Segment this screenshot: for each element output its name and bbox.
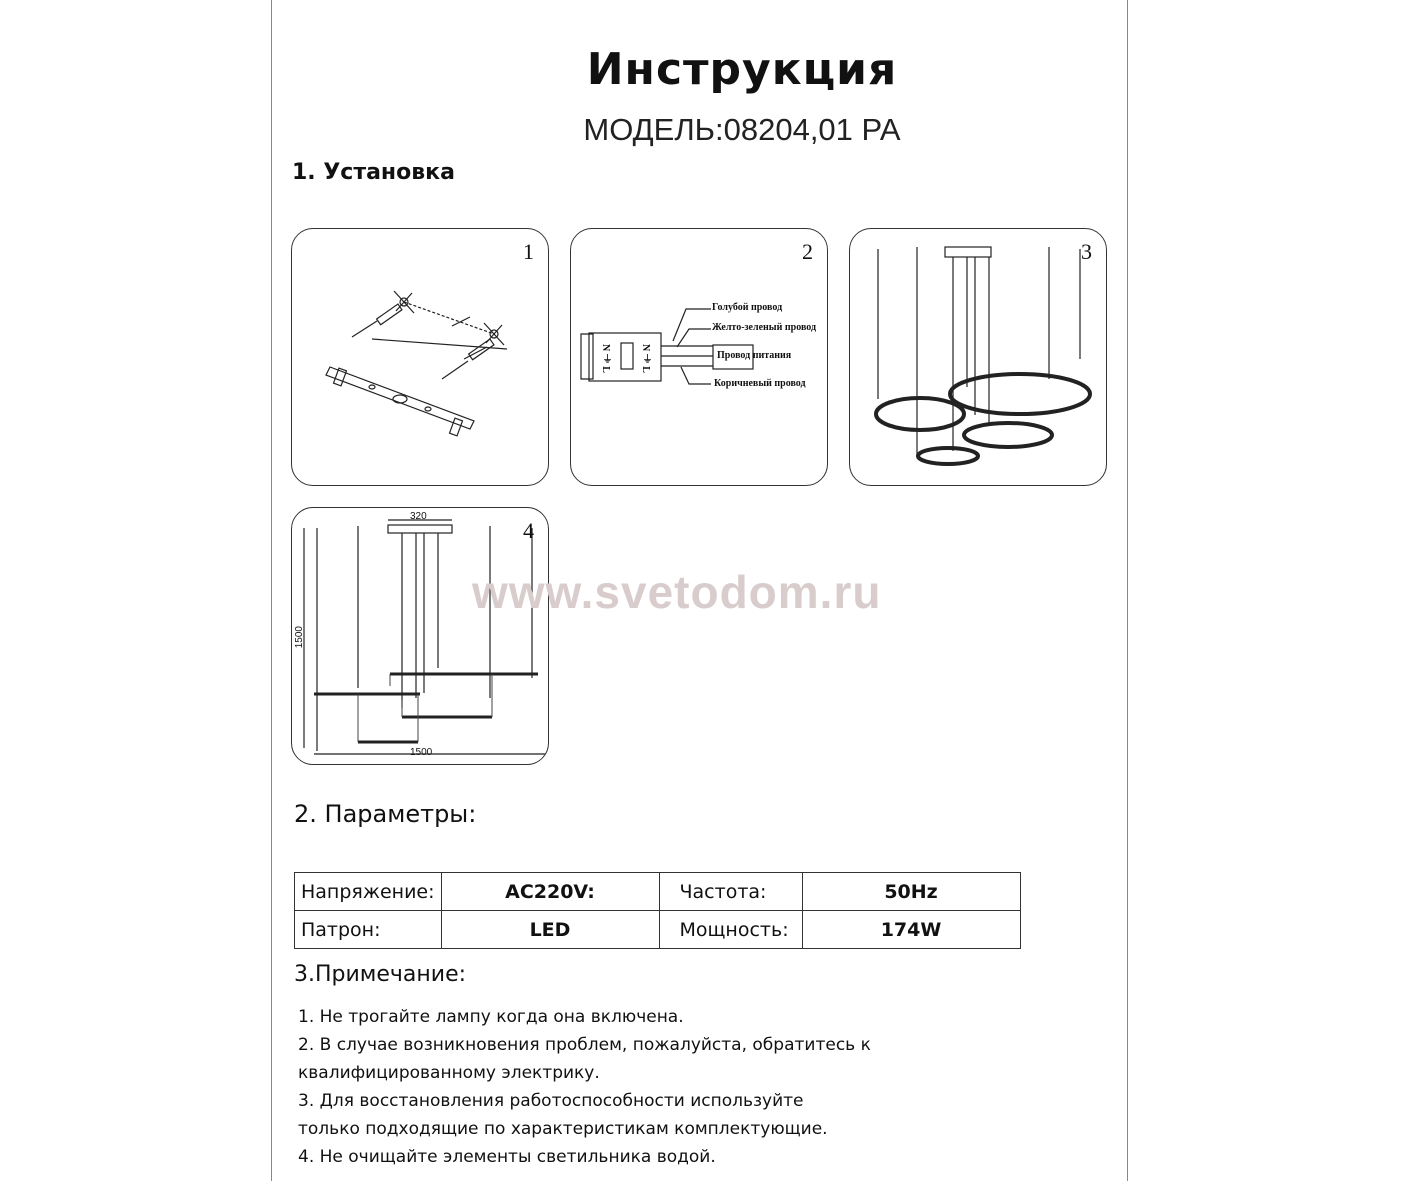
socket-label: Патрон: bbox=[295, 911, 442, 949]
step-number: 2 bbox=[802, 239, 813, 264]
voltage-label: Напряжение: bbox=[295, 873, 442, 911]
frequency-value: 50Hz bbox=[802, 873, 1020, 911]
power-wire-label: Провод питания bbox=[717, 350, 792, 361]
install-step-2-panel bbox=[570, 228, 828, 486]
power-label: Мощность: bbox=[659, 911, 802, 949]
terminal-label-right: N ⏚ L bbox=[640, 344, 651, 373]
install-step-1-panel bbox=[291, 228, 549, 486]
width-dimension-label: 1500 bbox=[410, 747, 433, 758]
note-line: 3. Для восстановления работоспособности используйте bbox=[298, 1091, 804, 1111]
step-number: 3 bbox=[1081, 239, 1092, 264]
parameters-table bbox=[294, 872, 1021, 949]
frequency-label: Частота: bbox=[659, 873, 802, 911]
top-dimension-label: 320 bbox=[410, 511, 427, 522]
note-line: 2. В случае возникновения проблем, пожалуйста, обратитесь к bbox=[298, 1035, 871, 1055]
height-dimension-label: 1500 bbox=[294, 626, 305, 649]
blue-wire-label: Голубой провод bbox=[712, 302, 783, 313]
note-line: 4. Не очищайте элементы светильника водой. bbox=[298, 1147, 716, 1167]
notes-list bbox=[298, 1003, 871, 1171]
parameters-heading: 2. Параметры: bbox=[294, 800, 477, 828]
note-line: только подходящие по характеристикам комплектующие. bbox=[298, 1119, 828, 1139]
dimensions-diagram bbox=[292, 508, 548, 764]
note-line: квалифицированному электрику. bbox=[298, 1063, 600, 1083]
voltage-value: AC220V: bbox=[441, 873, 659, 911]
notes-heading: 3.Примечание: bbox=[294, 962, 467, 987]
step-number: 1 bbox=[523, 239, 534, 264]
watermark: www.svetodom.ru bbox=[472, 566, 882, 618]
page-title: Инструкция bbox=[586, 44, 898, 95]
power-value: 174W bbox=[802, 911, 1020, 949]
note-line: 1. Не трогайте лампу когда она включена. bbox=[298, 1007, 684, 1027]
chandelier-rings-diagram bbox=[850, 229, 1106, 485]
install-step-4-panel bbox=[291, 507, 549, 765]
socket-value: LED bbox=[441, 911, 659, 949]
brown-wire-label: Коричневый провод bbox=[714, 378, 806, 389]
installation-heading: 1. Установка bbox=[292, 160, 455, 185]
step-number: 4 bbox=[523, 518, 534, 543]
instruction-sheet bbox=[271, 0, 1128, 1181]
table-row bbox=[295, 873, 1021, 911]
terminal-label-left: N ⏚ L bbox=[600, 344, 611, 373]
table-row bbox=[295, 911, 1021, 949]
model-number: МОДЕЛЬ:08204,01 PA bbox=[583, 112, 901, 147]
install-step-3-panel bbox=[849, 228, 1107, 486]
yellow-green-wire-label: Желто-зеленый провод bbox=[712, 322, 817, 333]
mounting-bracket-diagram bbox=[292, 229, 548, 485]
